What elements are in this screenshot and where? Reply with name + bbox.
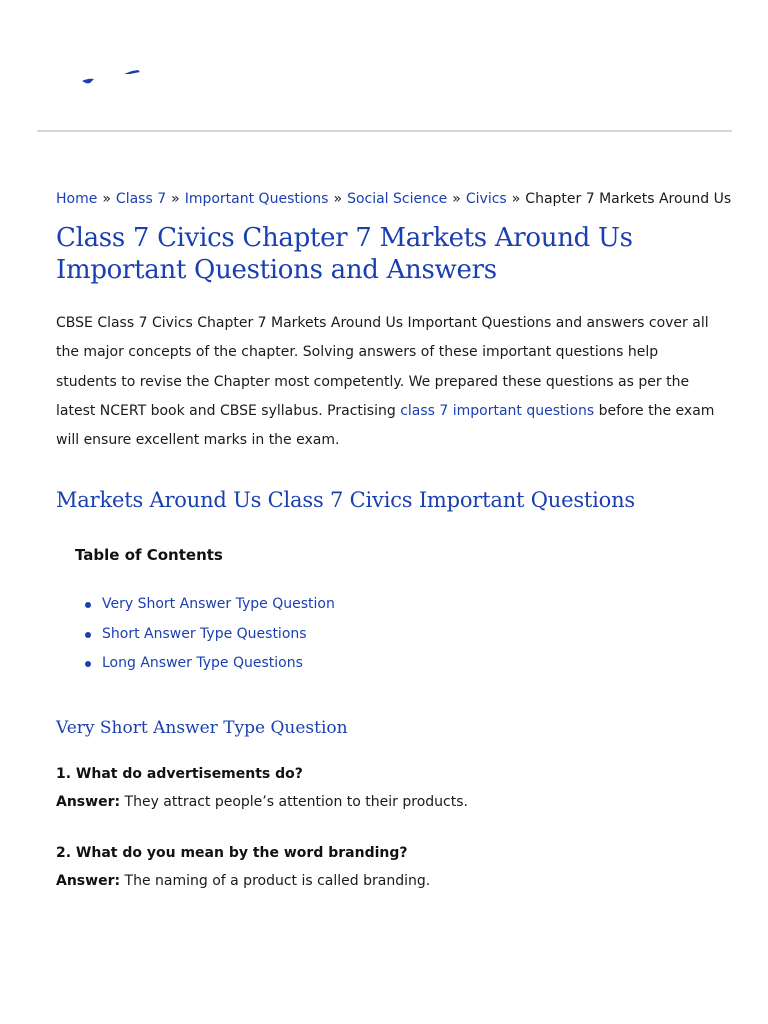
question: 1. What do advertisements do? [56, 765, 303, 782]
breadcrumb-civics[interactable]: Civics [465, 191, 507, 207]
toc-title: Table of Contents [75, 546, 223, 565]
answer [56, 866, 716, 896]
answer-text: They attract people’s attention to their products. [124, 793, 468, 810]
breadcrumb-separator: » [511, 191, 521, 207]
intro-paragraph [56, 309, 716, 455]
site-logo[interactable] [78, 66, 148, 88]
answer-label: Answer: [56, 872, 121, 889]
table-of-contents [56, 544, 716, 679]
toc-list [75, 590, 716, 679]
class-7-important-questions-link[interactable]: class 7 important questions [400, 402, 595, 419]
page-title: Class 7 Civics Chapter 7 Markets Around Us Important Questions and Answers [56, 223, 633, 285]
toc-link-very-short[interactable]: Very Short Answer Type Question [102, 596, 335, 613]
breadcrumb-current: Chapter 7 Markets Around Us [525, 191, 732, 207]
intro-text-end: before the exam will ensure excellent marks in the exam. [56, 402, 715, 449]
intro-text: CBSE Class 7 Civics Chapter 7 Markets Around Us Important Questions and answers cover all the major concepts of the chapter. Solving answers of these important questions help students to revise the Chapter most competently. We prepared these questions as per the latest NCERT book and CBSE syllabus. Practising [56, 315, 709, 419]
breadcrumb-social-science[interactable]: Social Science [347, 191, 448, 207]
toc-link-long[interactable]: Long Answer Type Questions [102, 655, 303, 672]
toc-item [75, 590, 716, 620]
qa-item [56, 761, 716, 817]
breadcrumb-home[interactable]: Home [56, 191, 98, 207]
section-heading: Markets Around Us Class 7 Civics Important Questions [56, 488, 635, 513]
breadcrumb-important-questions[interactable]: Important Questions [184, 191, 329, 207]
bullet-icon [85, 632, 91, 638]
subsection-heading: Very Short Answer Type Question [56, 717, 348, 738]
breadcrumb-separator: » [102, 191, 111, 207]
breadcrumb-separator: » [333, 191, 343, 207]
article [56, 186, 732, 896]
breadcrumb [56, 186, 732, 212]
toc-item [75, 620, 716, 650]
bullet-icon [85, 602, 91, 608]
answer [56, 787, 716, 817]
answer-text: The naming of a product is called branding. [124, 872, 431, 889]
toc-link-short[interactable]: Short Answer Type Questions [102, 625, 307, 642]
answer-label: Answer: [56, 793, 121, 810]
breadcrumb-separator: » [452, 191, 461, 207]
qa-item [56, 840, 716, 896]
breadcrumb-class-7[interactable]: Class 7 [115, 191, 167, 207]
header-divider [37, 130, 732, 132]
site-header [0, 0, 768, 132]
question: 2. What do you mean by the word branding? [56, 844, 408, 861]
breadcrumb-separator: » [171, 191, 180, 207]
toc-item [75, 649, 716, 679]
bullet-icon [85, 661, 91, 667]
